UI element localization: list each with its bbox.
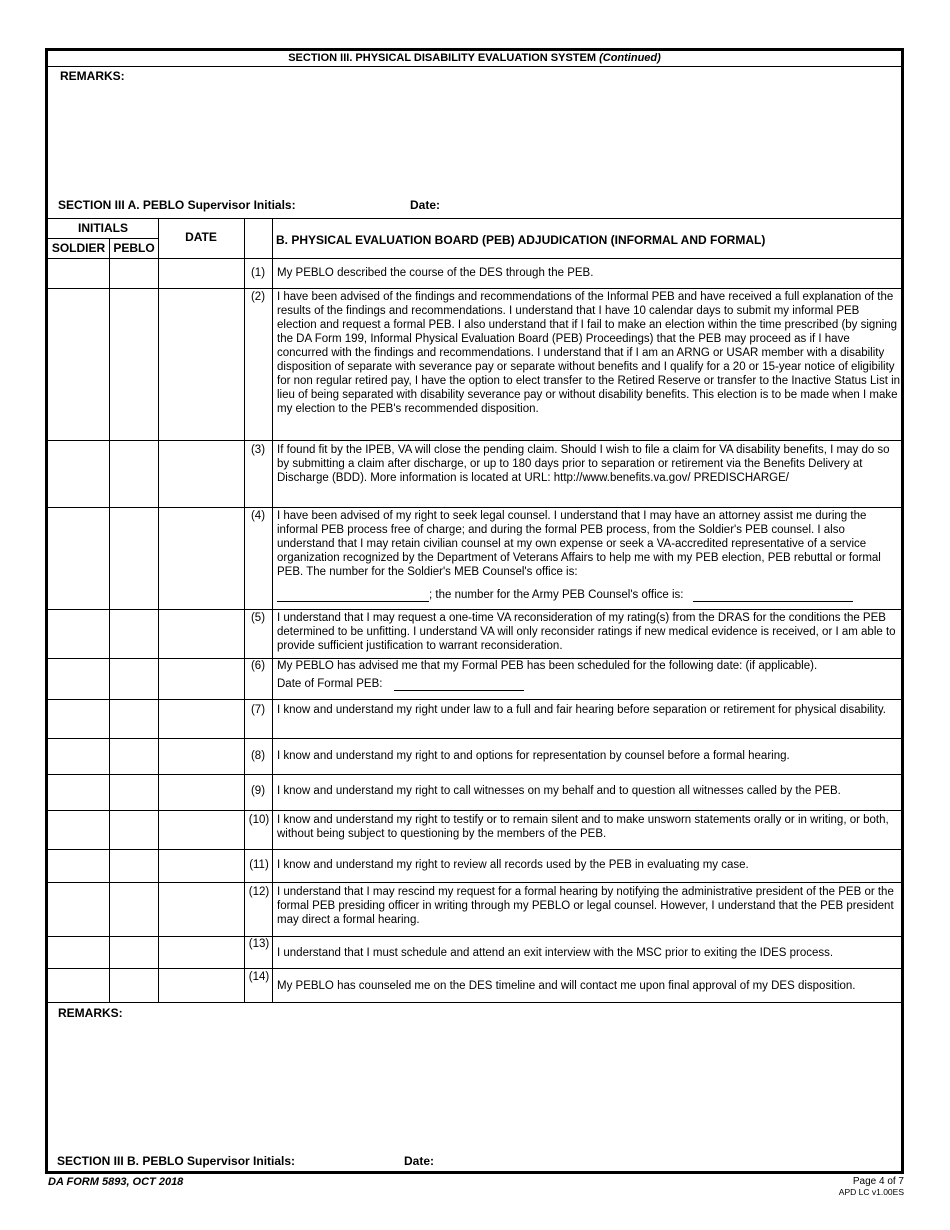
row-text: I have been advised of my right to seek legal counsel. I understand that I may have an attorney assist me during the informal PEB process free of charge; and during the formal PEB process, from the Soldier's PEB counsel. I also understand that I may retain civilian counsel at my own expense or seek a VA-accredited representative of a service organization recognized by the Department of Veterans Affairs to help me with my PEB election, PEB rebuttal or formal PEB. The number for the Soldier's MEB Counsel's office is: [277,510,881,578]
soldier-header: SOLDIER [51,241,106,255]
row-number: (4) [250,510,266,522]
remarks-label-bottom: REMARKS: [58,1006,123,1020]
section-title-text: SECTION III. PHYSICAL DISABILITY EVALUATION SYSTEM [288,52,597,64]
initials-header: INITIALS [78,221,128,235]
row-number: (5) [250,612,266,624]
row-text: I know and understand my right under law to a full and fair hearing before separation or retirement for physical disability. [277,704,886,716]
row-number: (9) [250,785,266,797]
page-footer [839,1176,904,1198]
row-number: (6) [250,660,266,672]
row-number: (14) [248,971,270,983]
remarks-label-top: REMARKS: [60,69,125,83]
row-text: I have been advised of the findings and recommendations of the Informal PEB and have received a full explanation of the results of the findings and recommendations. I understand that I have 10 calendar days to submit my informal PEB election and request a formal PEB. I also understand that if I fail to make an election within the time prescribed (by signing the DA Form 199, Informal Physical Evaluation Board (PEB) Proceedings) that the PEB may proceed as if I have concurred with the findings and recommendations. I understand that if I am an ARNG or USAR member with a disability disposition of separate with severance pay or separate without benefits and I qualify for a 20 or 15-year notice of eligibility for non regular retired pay, I have the option to elect transfer to the Retired Reserve or transfer to the Inactive Status List in lieu of being separated with disability severance pay or without disability benefits. This election is to be made when I make my election to the PEB's recommended disposition. [277,291,901,415]
formal-peb-date-label: Date of Formal PEB: [277,678,383,690]
row-text: I know and understand my right to testify or to remain silent and to make unsworn statements orally or in writing, or both, without being subject to questioning by the members of the PEB. [277,814,889,840]
section-title-continued: (Continued) [599,52,661,64]
page-number: Page 4 of 7 [852,1176,904,1187]
formal-peb-date-line [277,677,677,691]
section-a-date-label: Date: [410,198,441,212]
section-a-supervisor-label: SECTION III A. PEBLO Supervisor Initials: [58,198,296,212]
peblo-header: PEBLO [113,241,155,255]
counsel-numbers-line [277,588,902,602]
row-number: (12) [248,886,270,898]
row-number: (10) [248,814,270,826]
row-number: (2) [250,291,266,303]
table-title: B. PHYSICAL EVALUATION BOARD (PEB) ADJUDICATION (INFORMAL AND FORMAL) [276,233,766,247]
row-text: I know and understand my right to and options for representation by counsel before a formal hearing. [277,750,790,762]
formal-peb-date-field[interactable] [394,690,524,691]
section-title [48,51,901,67]
remarks-area-top[interactable] [48,85,901,195]
adjudication-table [48,218,903,1003]
form-version: APD LC v1.00ES [838,1187,904,1197]
date-header: DATE [185,230,217,244]
row-text: My PEBLO has advised me that my Formal PEB has been scheduled for the following date: (if applicable). [277,660,818,672]
row-text: I understand that I may request a one-time VA reconsideration of my rating(s) from the DRAS for the conditions the PEB determined to be unfitting. I understand VA will only reconsider ratings if new medical evidence is received, or I am able to provide sufficient justification to warrant reconsideration. [277,612,896,652]
row-text: My PEBLO has counseled me on the DES timeline and will contact me upon final approval of my DES disposition. [277,980,856,992]
row-text: If found fit by the IPEB, VA will close the pending claim. Should I wish to file a claim for VA disability benefits, I may do so by submitting a claim after discharge, or up to 180 days prior to separation or retirement via the Benefits Delivery at Discharge (BDD). More information is located at URL: http://www.benefits.va.gov/ PREDISCHARGE/ [277,444,890,484]
row-text: I know and understand my right to review all records used by the PEB in evaluating my case. [277,859,749,871]
row-number: (13) [248,938,270,950]
row-number: (3) [250,444,266,456]
row-number: (1) [250,267,266,279]
form-id: DA FORM 5893, OCT 2018 [48,1176,184,1188]
section-b-date-label: Date: [404,1154,435,1168]
form-page [45,48,904,1174]
row-text: My PEBLO described the course of the DES through the PEB. [277,267,594,279]
row-text: I know and understand my right to call witnesses on my behalf and to question all witnesses called by the PEB. [277,785,841,797]
row-number: (11) [249,859,269,871]
row-number: (7) [250,704,266,716]
peb-counsel-number-field[interactable] [693,601,853,602]
remarks-area-bottom[interactable] [48,1023,901,1143]
meb-counsel-number-field[interactable] [277,601,429,602]
row-text: I understand that I must schedule and attend an exit interview with the MSC prior to exiting the IDES process. [277,947,834,959]
row-number: (8) [250,750,266,762]
section-b-supervisor-label: SECTION III B. PEBLO Supervisor Initials: [57,1154,296,1168]
peb-counsel-label: ; the number for the Army PEB Counsel's office is: [429,589,684,601]
row-text: I understand that I may rescind my request for a formal hearing by notifying the administrative president of the PEB or the formal PEB presiding officer in writing through my PEBLO or legal counsel. However, I understand that the PEB president may direct a formal hearing. [277,886,894,926]
